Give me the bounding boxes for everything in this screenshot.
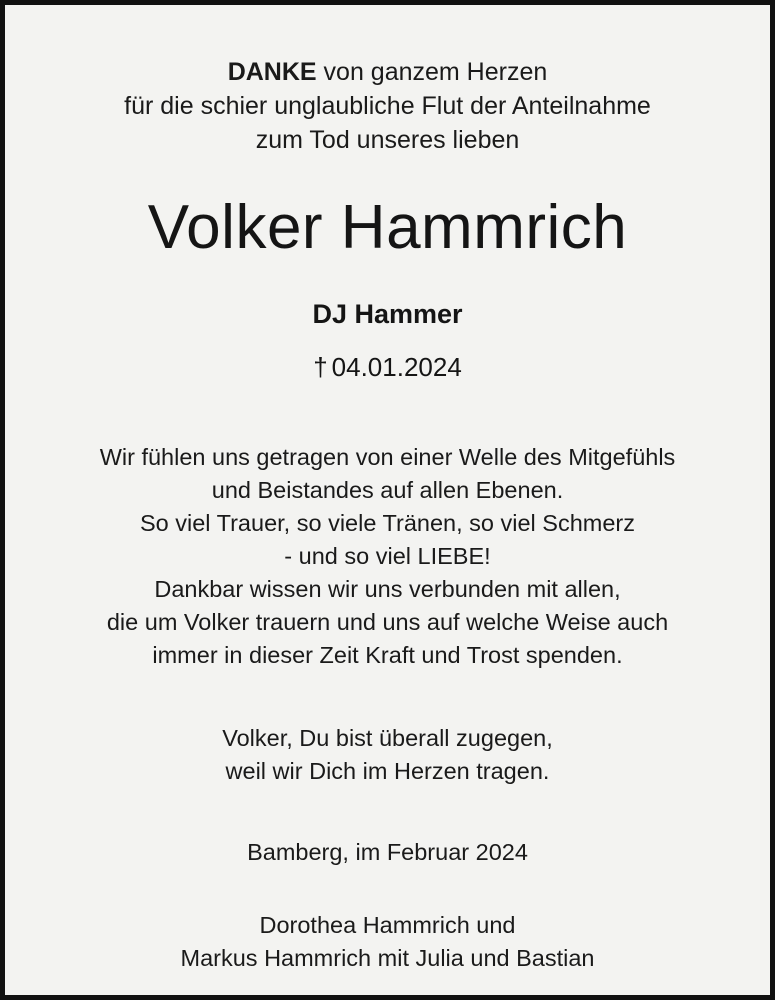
memorial-text-line: die um Volker trauern und uns auf welche Weise auch	[106, 609, 669, 635]
memorial-verse-line: Volker, Du bist überall zugegen,	[222, 725, 553, 751]
deceased-name: Volker Hammrich	[147, 193, 628, 262]
obituary-card	[15, 15, 760, 985]
thanks-emphasis: DANKE	[227, 58, 317, 86]
thanks-line-2: für die schier unglaubliche Flut der Anteilnahme	[124, 92, 651, 120]
thanks-line-1-rest: von ganzem Herzen	[316, 58, 548, 86]
thanks-line-1	[124, 55, 651, 89]
cross-icon: †	[313, 352, 328, 382]
memorial-text-line: - und so viel LIEBE!	[284, 543, 491, 569]
memorial-text-line: immer in dieser Zeit Kraft und Trost spenden.	[152, 642, 623, 668]
memorial-text	[100, 441, 676, 672]
memorial-text-line: Wir fühlen uns getragen von einer Welle des Mitgefühls	[99, 444, 676, 470]
memorial-verse-line: weil wir Dich im Herzen tragen.	[225, 758, 550, 784]
memorial-text-line: und Beistandes auf allen Ebenen.	[211, 477, 564, 503]
thanks-block	[124, 55, 651, 157]
survivors-line: Markus Hammrich mit Julia und Bastian	[180, 945, 595, 971]
memorial-text-line: Dankbar wissen wir uns verbunden mit allen,	[154, 576, 621, 602]
death-date	[313, 352, 462, 383]
memorial-verse	[222, 722, 553, 788]
deceased-nickname: DJ Hammer	[312, 299, 463, 329]
survivors-line: Dorothea Hammrich und	[259, 912, 516, 938]
death-date-value: 04.01.2024	[331, 352, 462, 382]
thanks-line-3: zum Tod unseres lieben	[255, 126, 520, 154]
survivors	[181, 909, 595, 975]
place-and-date: Bamberg, im Februar 2024	[247, 839, 528, 865]
memorial-text-line: So viel Trauer, so viele Tränen, so viel Schmerz	[139, 510, 636, 536]
